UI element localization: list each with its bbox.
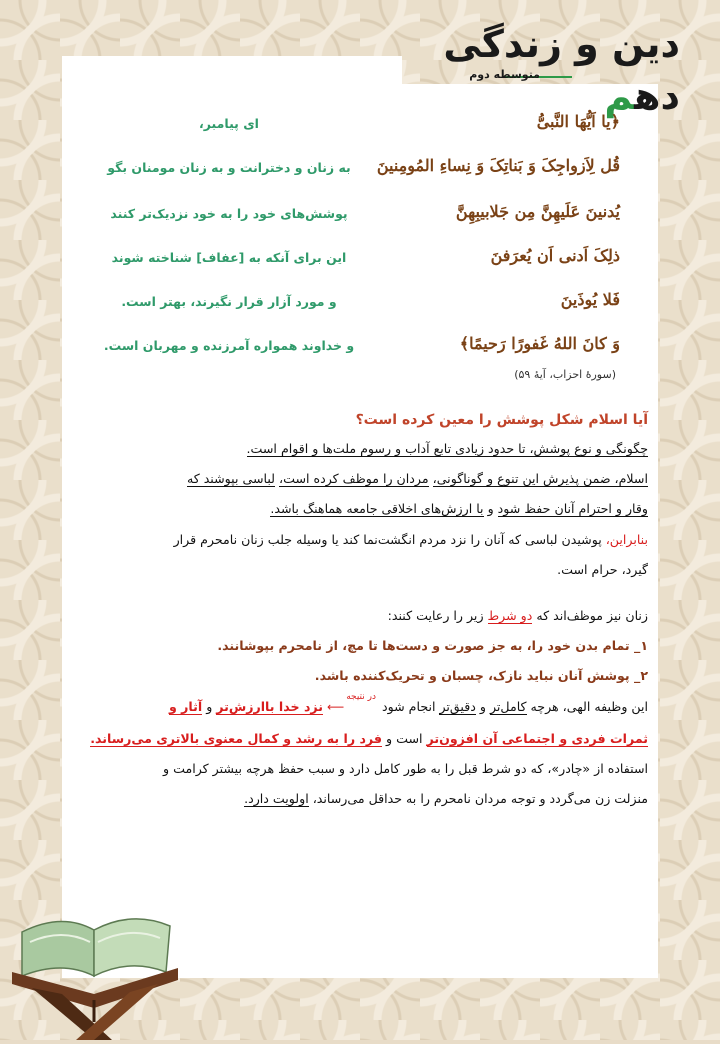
- quran-stand-icon: [2, 872, 182, 1040]
- underlined-text: مردان را موظف کرده است،: [279, 471, 429, 487]
- paragraph-line: استفاده از «چادر»، که دو شرط قبل را به طور کامل دارد و سبب حفظ هرچه بیشتر کرامت و: [163, 761, 648, 777]
- underlined-text: اولویت دارد.: [244, 791, 309, 807]
- verse-row: [62, 156, 658, 196]
- logo-title-accent: م: [604, 74, 635, 118]
- plain-text: این وظیفه الهی، هرچه: [526, 698, 648, 714]
- spacer: [72, 585, 648, 601]
- highlight-text: نزد خدا باارزش‌تر: [216, 698, 323, 714]
- verse-arabic: ﴿یا اَیُّهَا النَّبیُّ: [536, 112, 620, 131]
- verse-reference: (سورۀ احزاب، آیۀ ۵۹): [514, 368, 616, 381]
- main-text: [72, 406, 648, 814]
- verse-translation: این برای آنکه به [عفاف] شناخته شوند: [111, 250, 347, 265]
- plain-text: منزلت زن می‌گردد و توجه مردان نامحرم را به حداقل می‌رساند،: [308, 791, 648, 807]
- condition-item: ۱_ تمام بدن خود را، به جز صورت و دست‌ها تا مچ، از نامحرم بپوشانند.: [217, 638, 648, 654]
- paragraph-line: گیرد، حرام است.: [557, 561, 648, 577]
- condition-item: ۲_ پوشش آنان نباید نازک، چسبان و تحریک‌کننده باشد.: [314, 668, 648, 684]
- highlight-text: ثمرات فردی و اجتماعی آن افزون‌تر: [426, 730, 648, 746]
- verse-arabic: وَ کانَ اللهُ غَفورًا رَحیمًا﴾: [459, 334, 620, 353]
- verse-row: [62, 112, 658, 152]
- verse-arabic: یُدنینَ عَلَیهِنَّ مِن جَلابیبِهِنَّ: [455, 202, 620, 221]
- plain-text: پوشیدن لباسی که آنان را نزد مردم انگشت‌نما کند یا وسیله جلب زنان نامحرم قرار: [173, 531, 606, 547]
- logo-title-main: دین و زندگی ده: [443, 22, 680, 118]
- paragraph-line: [72, 494, 648, 524]
- paragraph-line: [72, 434, 648, 464]
- arrow-note: در نتیجه: [346, 691, 376, 702]
- section-heading: آیا اسلام شکل پوشش را معین کرده است؟: [355, 412, 648, 428]
- paragraph-line: [72, 784, 648, 814]
- verse-translation: پوشش‌های خود را به خود نزدیک‌تر کنند: [110, 206, 348, 221]
- paragraph-line: [72, 464, 648, 494]
- verse-arabic: فَلا یُوذَینَ: [560, 290, 620, 309]
- underlined-text: اسلام، ضمن پذیرش این تنوع و گوناگونی،: [432, 471, 648, 487]
- paragraph-line: [72, 724, 648, 754]
- verse-row: [62, 202, 658, 242]
- underlined-text: کامل‌تر: [489, 698, 527, 714]
- underlined-text: چگونگی و نوع پوشش، تا حدود زیادی تابع آداب و رسوم ملت‌ها و اقوام است.: [246, 441, 648, 456]
- paragraph-line: [72, 525, 648, 555]
- verse-translation: به زنان و دخترانت و به زنان مومنان بگو: [107, 160, 351, 175]
- underlined-text: با ارزش‌های اخلاقی جامعه هماهنگ باشد.: [270, 501, 484, 517]
- underlined-text: وقار و احترام آنان حفظ شود: [497, 501, 648, 517]
- verse-arabic: قُل لِاَزواجِکَ وَ بَناتِکَ وَ نِساءِ المُومِنینَ: [376, 156, 620, 175]
- plain-text: و: [483, 501, 498, 517]
- verse-translation: و مورد آزار قرار نگیرند، بهتر است.: [121, 294, 337, 309]
- paragraph-line: [72, 601, 648, 631]
- verse-translation: ای پیامبر،: [199, 116, 259, 131]
- plain-text: زیر را رعایت کنند:: [387, 608, 488, 624]
- verse-translation: و خداوند همواره آمرزنده و مهربان است.: [103, 338, 355, 353]
- plain-text: است و: [382, 730, 427, 746]
- underlined-text: لباسی بپوشند که: [186, 471, 275, 487]
- highlight-text: دو شرط: [487, 608, 533, 624]
- verse-arabic: ذلِکَ اَدنی اَن یُعرَفنَ: [490, 246, 620, 265]
- plain-text: انجام شود: [382, 698, 440, 714]
- plain-text: و: [202, 698, 217, 714]
- card-notch: [62, 56, 402, 86]
- verse-row: [62, 246, 658, 286]
- verse-row: [62, 290, 658, 330]
- plain-text: زنان نیز موظف‌اند که: [532, 608, 648, 624]
- verse-table: [62, 100, 658, 400]
- arrow-left-icon: ⟵: [327, 699, 345, 714]
- logo-subtitle: متوسطه دوم: [469, 68, 540, 81]
- highlight-text: آثار و: [168, 698, 203, 714]
- highlight-text: بنابراین،: [605, 531, 648, 547]
- logo: [420, 18, 680, 118]
- plain-text: و: [475, 698, 490, 714]
- underlined-text: دقیق‌تر: [439, 698, 476, 714]
- highlight-text: فرد را به رشد و کمال معنوی بالاتری می‌رساند.: [90, 730, 383, 746]
- paragraph-line: [72, 692, 648, 724]
